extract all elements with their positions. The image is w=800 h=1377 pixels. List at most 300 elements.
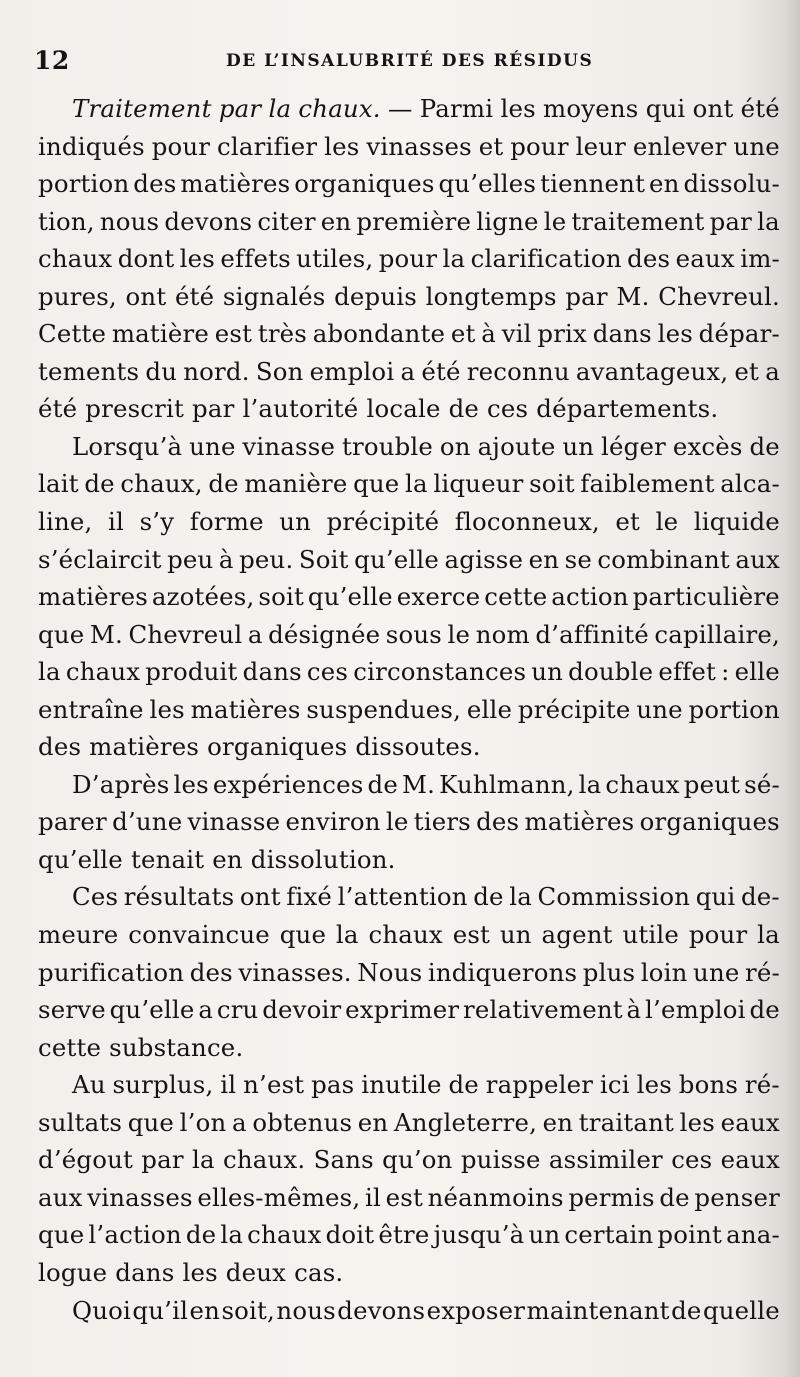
text-line bbox=[38, 203, 780, 241]
word: sé- bbox=[744, 769, 780, 799]
word: faiblement bbox=[580, 469, 715, 499]
word: M. bbox=[89, 619, 124, 649]
word: eaux bbox=[720, 1107, 780, 1137]
word: eaux bbox=[675, 244, 735, 274]
word: chaux bbox=[65, 657, 141, 687]
word: une bbox=[733, 131, 780, 161]
word: le bbox=[543, 206, 567, 236]
word: vinasses bbox=[87, 1182, 193, 1212]
word: vil bbox=[501, 319, 532, 349]
word: peu. bbox=[239, 544, 294, 574]
word: vinasse bbox=[187, 807, 281, 837]
word: qu’elle bbox=[307, 582, 393, 612]
word: que bbox=[127, 1107, 175, 1137]
word: est bbox=[385, 1182, 423, 1212]
word: tiennent bbox=[540, 169, 646, 199]
text-line bbox=[38, 315, 780, 353]
word: de bbox=[749, 995, 780, 1025]
word: qu’elles bbox=[438, 169, 537, 199]
word: matière bbox=[111, 319, 210, 349]
word: l’on bbox=[179, 1107, 227, 1137]
word: leur bbox=[575, 131, 626, 161]
word: aux bbox=[735, 544, 780, 574]
word: Lorsqu’à bbox=[72, 431, 183, 461]
body-text bbox=[38, 90, 780, 1329]
word: d’une bbox=[112, 807, 183, 837]
word: moyens bbox=[543, 94, 639, 123]
word: penser bbox=[694, 1182, 780, 1212]
word: devoir bbox=[262, 995, 342, 1025]
text-line bbox=[38, 1104, 780, 1142]
word: un bbox=[279, 507, 312, 537]
word: Son bbox=[255, 356, 304, 386]
text-line bbox=[38, 1179, 780, 1217]
word: a bbox=[247, 619, 263, 649]
word: cette bbox=[484, 582, 548, 612]
word: convaincue bbox=[128, 920, 270, 950]
word: reconnu bbox=[466, 356, 570, 386]
word: entraîne bbox=[38, 694, 144, 724]
word: bons bbox=[678, 1070, 739, 1100]
word: indiquerons bbox=[427, 957, 578, 987]
word: expériences bbox=[212, 769, 364, 799]
word: action bbox=[551, 582, 629, 612]
word: assimiler bbox=[548, 1145, 663, 1175]
word: chaux bbox=[605, 769, 680, 799]
word: clarifier bbox=[217, 131, 318, 161]
word: les bbox=[657, 319, 693, 349]
word: qu’elle bbox=[354, 544, 440, 574]
word: Kuhlmann, bbox=[439, 769, 575, 799]
word: relativement bbox=[463, 995, 623, 1025]
word: eaux bbox=[720, 1145, 780, 1175]
word: alca- bbox=[720, 469, 780, 499]
word: de bbox=[367, 769, 398, 799]
word: les bbox=[324, 131, 360, 161]
word: a bbox=[231, 1107, 247, 1137]
word: obtenus bbox=[252, 1107, 353, 1137]
word: logue bbox=[38, 1257, 108, 1287]
word: par bbox=[565, 281, 608, 311]
word: des bbox=[627, 244, 671, 274]
word: un bbox=[528, 1220, 561, 1250]
word: dissoutes. bbox=[355, 732, 481, 762]
word: nous bbox=[99, 206, 160, 236]
word: inutile bbox=[361, 1070, 442, 1100]
word: agisse bbox=[444, 544, 524, 574]
word: l’emploi bbox=[645, 995, 746, 1025]
word: des bbox=[133, 169, 177, 199]
word: ces bbox=[306, 657, 349, 687]
word: est bbox=[452, 920, 491, 950]
text-line bbox=[38, 916, 780, 954]
word: dépar- bbox=[698, 319, 780, 349]
word: léger bbox=[601, 431, 666, 461]
word: elle bbox=[734, 657, 780, 687]
word: été bbox=[421, 356, 461, 386]
word: permis bbox=[568, 1182, 655, 1212]
word: combinant bbox=[597, 544, 730, 574]
word: en bbox=[357, 1107, 389, 1137]
text-line bbox=[38, 353, 780, 391]
text-line bbox=[38, 1029, 780, 1067]
word: soit bbox=[529, 469, 575, 499]
word: à bbox=[218, 544, 234, 574]
word: désignée bbox=[268, 619, 381, 649]
word: environ bbox=[285, 807, 381, 837]
word: les bbox=[182, 1257, 218, 1287]
word: été bbox=[38, 394, 78, 424]
word: surplus, bbox=[112, 1070, 214, 1100]
word: n’est bbox=[243, 1070, 305, 1100]
word: par bbox=[218, 94, 262, 123]
word: effets bbox=[220, 244, 291, 274]
word: sous bbox=[385, 619, 443, 649]
word: soit bbox=[258, 582, 304, 612]
word: le bbox=[447, 619, 471, 649]
word: que bbox=[279, 920, 327, 950]
word: que bbox=[353, 469, 400, 499]
word: l’autorité bbox=[242, 394, 359, 424]
running-head bbox=[34, 46, 764, 76]
word: il bbox=[220, 1070, 237, 1100]
word: organiques bbox=[294, 169, 435, 199]
word: cas. bbox=[294, 1257, 344, 1287]
text-line bbox=[38, 390, 780, 428]
word: chaux, bbox=[120, 469, 203, 499]
word: nom bbox=[475, 619, 530, 649]
word: un bbox=[499, 920, 532, 950]
word: qu’elle bbox=[109, 995, 195, 1025]
word: vinasses. bbox=[238, 957, 352, 987]
running-title: DE L’INSALUBRITÉ DES RÉSIDUS bbox=[226, 51, 594, 71]
word: Soit bbox=[298, 544, 349, 574]
text-line bbox=[38, 240, 780, 278]
word: prescrit bbox=[85, 394, 185, 424]
word: en bbox=[189, 1295, 221, 1325]
word: liqueur bbox=[433, 469, 524, 499]
word: forme bbox=[189, 507, 264, 537]
word: un bbox=[531, 657, 564, 687]
word: en bbox=[528, 544, 560, 574]
word: ces bbox=[671, 1145, 713, 1175]
word: M. bbox=[616, 281, 650, 311]
text-line bbox=[38, 428, 780, 466]
word: nord. bbox=[183, 356, 250, 386]
word: de- bbox=[740, 882, 780, 912]
word: effet bbox=[658, 657, 717, 687]
word: ligne bbox=[476, 206, 539, 236]
text-line bbox=[38, 728, 780, 766]
text-line bbox=[38, 841, 780, 879]
text-line bbox=[38, 991, 780, 1029]
word: et bbox=[450, 319, 476, 349]
word: on bbox=[439, 431, 471, 461]
word: ont bbox=[692, 94, 734, 123]
word: : bbox=[721, 657, 730, 687]
word: l’attention bbox=[337, 882, 468, 912]
word: se bbox=[564, 544, 592, 574]
word: dans bbox=[592, 319, 652, 349]
word: sultats bbox=[38, 1107, 123, 1137]
word: d’égout bbox=[38, 1145, 134, 1175]
word: très bbox=[257, 319, 308, 349]
word: précipité bbox=[326, 507, 440, 537]
word: les bbox=[636, 1070, 672, 1100]
word: pour bbox=[378, 244, 438, 274]
word: azotées, bbox=[151, 582, 255, 612]
word: départements. bbox=[536, 394, 719, 424]
word: Chevreul. bbox=[658, 281, 780, 311]
word: en bbox=[320, 206, 352, 236]
word: a bbox=[765, 356, 780, 386]
word: par bbox=[141, 1145, 184, 1175]
word: peu bbox=[167, 544, 214, 574]
word: des bbox=[189, 957, 233, 987]
word: line, bbox=[38, 507, 93, 537]
text-line bbox=[38, 954, 780, 992]
word: locale bbox=[366, 394, 441, 424]
word: soit, bbox=[221, 1295, 276, 1325]
word: les bbox=[173, 769, 209, 799]
word: exprimer bbox=[345, 995, 460, 1025]
word: circonstances bbox=[353, 657, 527, 687]
word: à bbox=[481, 319, 496, 349]
word: tion, bbox=[38, 206, 95, 236]
word: résultats bbox=[123, 882, 235, 912]
word: de bbox=[185, 1220, 217, 1250]
word: ont bbox=[239, 882, 281, 912]
word: la bbox=[757, 920, 780, 950]
word: peut bbox=[683, 769, 741, 799]
word: les bbox=[149, 694, 185, 724]
word: devons bbox=[164, 206, 253, 236]
word: liquide bbox=[693, 507, 780, 537]
word: Quoi bbox=[72, 1295, 131, 1325]
word: indiqués bbox=[38, 131, 145, 161]
word: la bbox=[335, 920, 359, 950]
word: la bbox=[578, 769, 602, 799]
word: a bbox=[198, 995, 214, 1025]
text-line bbox=[38, 90, 780, 128]
word: qui bbox=[695, 882, 736, 912]
word: les bbox=[500, 94, 536, 123]
word: utile bbox=[622, 920, 680, 950]
word: exerce bbox=[396, 582, 481, 612]
word: les bbox=[179, 244, 216, 274]
word: Au bbox=[72, 1070, 106, 1100]
word: ces bbox=[487, 394, 529, 424]
word: emploi bbox=[309, 356, 395, 386]
word: manière bbox=[244, 469, 348, 499]
word: floconneux, bbox=[454, 507, 600, 537]
word: plus bbox=[582, 957, 636, 987]
word: tenait bbox=[130, 844, 205, 874]
word: abondante bbox=[312, 319, 446, 349]
word: été bbox=[740, 94, 780, 123]
word: cette bbox=[38, 1032, 102, 1062]
word: utiles, bbox=[296, 244, 374, 274]
word: chaux bbox=[247, 1220, 322, 1250]
word: parer bbox=[38, 807, 107, 837]
word: pour bbox=[688, 920, 748, 950]
text-line bbox=[38, 1141, 780, 1179]
word: Angleterre, bbox=[393, 1107, 538, 1137]
word: il bbox=[108, 507, 125, 537]
word: qu’il bbox=[132, 1295, 189, 1325]
word: ana- bbox=[726, 1220, 780, 1250]
word: de bbox=[749, 431, 780, 461]
word: que bbox=[38, 619, 85, 649]
word: qui bbox=[645, 94, 686, 123]
word: première bbox=[356, 206, 472, 236]
word: la bbox=[509, 882, 532, 912]
word: loin bbox=[640, 957, 688, 987]
word: Chevreul bbox=[128, 619, 243, 649]
word: le bbox=[385, 807, 409, 837]
word: de bbox=[473, 882, 504, 912]
word: ré- bbox=[744, 957, 780, 987]
word: quelle bbox=[702, 1295, 780, 1325]
word: qu’on bbox=[382, 1145, 453, 1175]
word: substance. bbox=[109, 1032, 244, 1062]
text-line bbox=[38, 1292, 780, 1330]
word: matières bbox=[89, 732, 200, 762]
word: de bbox=[671, 1295, 702, 1325]
word: Traitement bbox=[72, 94, 212, 123]
text-line bbox=[38, 1216, 780, 1254]
text-line bbox=[38, 465, 780, 503]
word: prix bbox=[537, 319, 588, 349]
text-line bbox=[38, 128, 780, 166]
word: matières bbox=[180, 169, 291, 199]
word: du bbox=[145, 356, 178, 386]
word: aux bbox=[38, 1182, 83, 1212]
word: elle bbox=[466, 694, 513, 724]
word: une bbox=[189, 431, 236, 461]
word: fixé bbox=[286, 882, 333, 912]
word: de bbox=[448, 394, 480, 424]
word: le bbox=[655, 507, 679, 537]
word: ajoute bbox=[477, 431, 556, 461]
word: et bbox=[734, 356, 760, 386]
word: dont bbox=[117, 244, 175, 274]
word: la bbox=[191, 1145, 215, 1175]
word: des bbox=[476, 807, 520, 837]
word: produit bbox=[145, 657, 238, 687]
word: portion bbox=[688, 694, 780, 724]
word: la bbox=[405, 469, 428, 499]
word: l’action bbox=[88, 1220, 182, 1250]
word: particulière bbox=[632, 582, 780, 612]
word: vinasses bbox=[366, 131, 472, 161]
word: devons bbox=[337, 1295, 426, 1325]
word: vinasse bbox=[242, 431, 336, 461]
word: doit bbox=[325, 1220, 375, 1250]
word: dissolution. bbox=[250, 844, 396, 874]
text-line bbox=[38, 878, 780, 916]
word: organiques bbox=[639, 807, 780, 837]
word: certain bbox=[564, 1220, 654, 1250]
word: s’éclaircit bbox=[38, 544, 162, 574]
text-line bbox=[38, 616, 780, 654]
word: de bbox=[208, 469, 239, 499]
word: et bbox=[615, 507, 641, 537]
word: trouble bbox=[341, 431, 434, 461]
word: depuis bbox=[334, 281, 417, 311]
word: chaux. bbox=[222, 1145, 306, 1175]
word: par bbox=[192, 394, 235, 424]
word: D’après bbox=[72, 769, 170, 799]
word: pour bbox=[151, 131, 211, 161]
word: matières bbox=[524, 807, 635, 837]
word: cru bbox=[216, 995, 259, 1025]
word: pures, bbox=[38, 281, 117, 311]
word: avantageux, bbox=[575, 356, 729, 386]
word: signalés bbox=[222, 281, 326, 311]
word: traitant bbox=[578, 1107, 675, 1137]
word: s’y bbox=[139, 507, 175, 537]
word: exposer bbox=[426, 1295, 526, 1325]
word: des bbox=[38, 732, 82, 762]
word: de bbox=[448, 1070, 479, 1100]
word: qu’elle bbox=[38, 844, 123, 874]
word: néanmoins bbox=[427, 1182, 564, 1212]
word: tiers bbox=[413, 807, 471, 837]
word: rappeler bbox=[485, 1070, 594, 1100]
word: en bbox=[649, 169, 680, 199]
text-line bbox=[38, 691, 780, 729]
word: M. bbox=[401, 769, 436, 799]
word: la bbox=[268, 94, 292, 123]
word: pour bbox=[510, 131, 569, 161]
word: d’affinité bbox=[535, 619, 649, 649]
word: la bbox=[442, 244, 466, 274]
word: dans bbox=[242, 657, 302, 687]
word: capillaire, bbox=[654, 619, 780, 649]
text-line bbox=[38, 653, 780, 691]
word: Cette bbox=[38, 319, 107, 349]
word: il bbox=[364, 1182, 381, 1212]
word: les bbox=[679, 1107, 716, 1137]
word: lait bbox=[38, 469, 79, 499]
text-line bbox=[38, 803, 780, 841]
word: meure bbox=[38, 920, 119, 950]
word: et bbox=[478, 131, 504, 161]
word: jusqu’à bbox=[433, 1220, 525, 1250]
word: la bbox=[220, 1220, 244, 1250]
word: chaux bbox=[38, 244, 113, 274]
word: Sans bbox=[313, 1145, 374, 1175]
word: un bbox=[562, 431, 595, 461]
word: suspendues, bbox=[306, 694, 462, 724]
word: dans bbox=[115, 1257, 175, 1287]
word: est bbox=[214, 319, 253, 349]
word: à bbox=[626, 995, 642, 1025]
word: dissolu- bbox=[683, 169, 780, 199]
word: de bbox=[659, 1182, 690, 1212]
word: Commission bbox=[537, 882, 691, 912]
word: deux bbox=[225, 1257, 287, 1287]
text-line bbox=[38, 278, 780, 316]
word: ont bbox=[125, 281, 167, 311]
word: en bbox=[212, 844, 243, 874]
word: que bbox=[38, 1220, 85, 1250]
text-line bbox=[38, 1066, 780, 1104]
word: agent bbox=[541, 920, 613, 950]
word: portion bbox=[38, 169, 130, 199]
word: précipite bbox=[517, 694, 631, 724]
